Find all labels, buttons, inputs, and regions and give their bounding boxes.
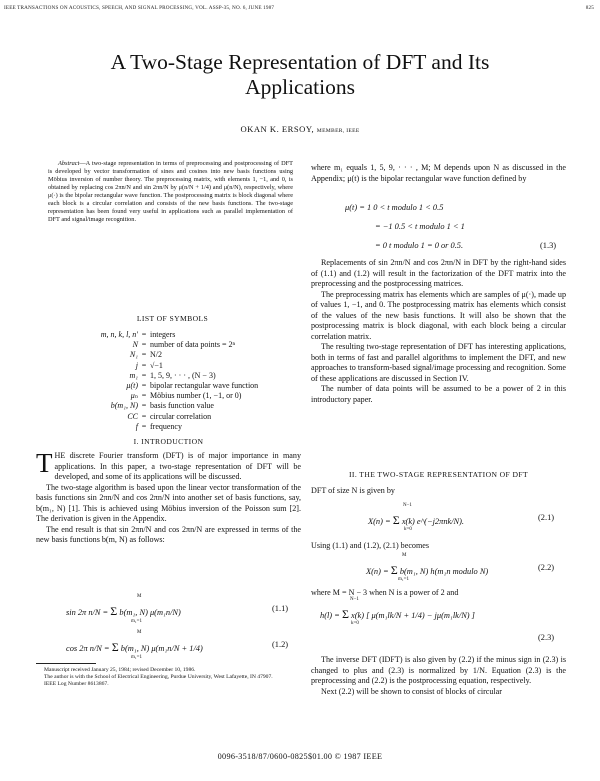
- equation-2-2: [366, 563, 488, 578]
- sum-symbol: Σ: [390, 563, 398, 577]
- equation-1-2: [66, 640, 203, 655]
- symbol-row: N₁ = N/2: [50, 350, 295, 360]
- sum-symbol: Σ: [392, 513, 400, 527]
- symbol-term: N: [132, 340, 138, 350]
- symbol-row: N = number of data points = 2ⁿ: [50, 340, 295, 350]
- right-column-tail: [311, 655, 566, 697]
- title-line-2: Applications: [245, 75, 355, 99]
- symbol-row: m, n, k, l, n' = integers: [50, 330, 295, 340]
- abstract-label: Abstract: [58, 160, 80, 167]
- right-paragraph-7: Using (1.1) and (1.2), (2.1) becomes: [311, 541, 430, 550]
- right-paragraph-1: where m₁ equals 1, 5, 9, · · · , M; M depends upon N as discussed in the Appendix; μ(t) is the bipolar rectangular wave function defined by: [311, 163, 566, 183]
- sum-lower-limit: m₁=1: [131, 619, 142, 624]
- footnote-rule: [36, 663, 96, 664]
- equation-2-3: [320, 607, 475, 622]
- symbol-definition: number of data points = 2ⁿ: [150, 340, 236, 350]
- right-paragraph-9: The inverse DFT (IDFT) is also given by (2.2) if the minus sign in (2.3) is changed to plus and (2.3) is normalized by 1/N. Equation (2.3) is the preprocessing and (2.2) is the postprocessing equation, respectively.: [311, 655, 566, 685]
- footnote-log-number: IEEE Log Number 8613867.: [44, 681, 109, 687]
- symbol-definition: circular correlation: [150, 411, 212, 421]
- equation-number: (2.2): [538, 563, 555, 572]
- footnote-affiliation: The author is with the School of Electrical Engineering, Purdue University, West Lafayette, IN 47907.: [44, 674, 273, 680]
- author-name: OKAN K. ERSOY,: [240, 124, 315, 134]
- intro-body: [36, 448, 301, 546]
- copyright-line: 0096-3518/87/0600-0825$01.00 © 1987 IEEE: [217, 752, 383, 761]
- equation-2-1: [368, 513, 464, 528]
- symbol-definition: bipolar rectangular wave function: [150, 380, 259, 390]
- right-column-text: [311, 258, 566, 405]
- section-2-heading: II. THE TWO-STAGE REPRESENTATION OF DFT: [348, 470, 529, 479]
- symbol-term: b(m₁, N): [110, 401, 138, 411]
- symbol-row: b(m₁, N) = basis function value: [50, 401, 295, 411]
- symbol-term: j: [135, 360, 138, 370]
- mu-definition-line-2: = −1 0.5 < t modulo 1 < 1: [375, 222, 465, 231]
- symbol-definition: 1, 5, 9, · · · , (N − 3): [150, 370, 216, 380]
- right-paragraph-8: where M = N − 3 when N is a power of 2 and: [311, 588, 459, 597]
- equation-lhs: X(n) =: [368, 517, 391, 526]
- page-number: 825: [585, 5, 594, 11]
- equation-number: (2.1): [538, 513, 555, 522]
- symbol-row: j = √−1: [50, 361, 295, 371]
- equation-number: (1.1): [272, 604, 289, 613]
- sum-upper-limit: N−1: [403, 503, 412, 508]
- equation-number: (1.2): [272, 640, 289, 649]
- symbol-definition: integers: [150, 330, 176, 339]
- sum-upper-limit: N−1: [350, 597, 359, 602]
- abstract-text: —A two-stage representation in terms of preprocessing and postprocessing of DFT is developed by vector transformation of sines and cosines into new basis functions using Möbius inversion of number theory. The preprocessing matrix, with elements 1, −1, and 0, is obtained by replacing cos 2πn/N and sin 2πn/N by μ(n/N + 1/4) and μ(n/N), respectively, where μ(·) is the bipolar rectangular wave function. The postprocessing matrix is block diagonal where each block is a circular correlation and consists of the new basis functions. The two-stage representation has been found very useful in applications such as parallel implementation of DFT and signal/image recognition.: [48, 160, 293, 223]
- equation-1-1: [66, 604, 181, 619]
- mu-definition-line-1: μ(t) = 1 0 < t modulo 1 < 0.5: [345, 203, 444, 212]
- equation-rhs: x(k) e^(−j2πnk/N).: [401, 517, 465, 526]
- symbol-term: μ(t): [126, 380, 138, 390]
- running-header: [4, 5, 596, 11]
- equation-lhs: X(n) =: [366, 567, 389, 576]
- right-paragraph-4: The resulting two-stage representation of DFT has interesting applications, both in terms of fast and parallel algorithms to implement the DFT, and new approaches to transform-based signal/image processing and recognition. Some of these applications are discussed in Section IV.: [311, 342, 566, 383]
- symbol-definition: Möbius number (1, −1, or 0): [150, 391, 242, 401]
- symbol-row: f = frequency: [50, 422, 295, 432]
- footnote-received: Manuscript received January 25, 1984; revised December 10, 1986.: [44, 667, 196, 673]
- symbol-definition: basis function value: [150, 401, 214, 411]
- symbols-list: [50, 330, 295, 432]
- right-paragraph-5: The number of data points will be assumed to be a power of 2 in this introductory paper.: [311, 384, 566, 404]
- sum-symbol: Σ: [111, 640, 119, 654]
- sum-lower-limit: m₁=1: [398, 577, 409, 582]
- symbol-term: N₁: [129, 350, 138, 360]
- right-paragraph-2: Replacements of sin 2πn/N and cos 2πn/N in DFT by the right-hand sides of (1.1) and (1.2) will result in the factorization of the DFT matrix into the preprocessing and the postprocessing matrices.: [311, 258, 566, 288]
- symbol-term: f: [135, 421, 138, 431]
- symbol-row: μₙ = Möbius number (1, −1, or 0): [50, 391, 295, 401]
- equation-rhs: b(m₁, N) μ(m₁n/N): [119, 608, 181, 617]
- mu-definition-line-3: = 0 t modulo 1 = 0 or 0.5.: [375, 241, 464, 250]
- equation-rhs: b(m₁, N) h(m₁n modulo N): [399, 567, 489, 576]
- sum-lower-limit: m₁=1: [131, 655, 142, 660]
- right-paragraph-6: DFT of size N is given by: [311, 486, 395, 495]
- symbol-definition: √−1: [150, 360, 163, 370]
- symbols-heading: LIST OF SYMBOLS: [136, 314, 209, 323]
- sum-symbol: Σ: [110, 604, 118, 618]
- author-membership: MEMBER, IEEE: [316, 128, 360, 134]
- symbol-term: μₙ: [130, 391, 138, 401]
- right-paragraph-3: The preprocessing matrix has elements which are samples of μ(·), made up of values 1, −1, and 0. The postprocessing matrix has elements which consist of the values of the new basis functions. It will also be shown that the postprocessing matrix is block diagonal, with each block being a circular correlation matrix.: [311, 289, 566, 341]
- abstract: [48, 160, 293, 224]
- footnote: [36, 667, 301, 688]
- symbol-row: CC = circular correlation: [50, 412, 295, 422]
- symbol-row: m₁ = 1, 5, 9, · · · , (N − 3): [50, 371, 295, 381]
- equation-rhs: x(k) [ μ(m₁lk/N + 1/4) − jμ(m₁lk/N) ]: [351, 611, 475, 620]
- symbol-row: μ(t) = bipolar rectangular wave function: [50, 381, 295, 391]
- equation-lhs: h(l) =: [320, 611, 340, 620]
- equation-rhs: b(m₁, N) μ(m₁n/N + 1/4): [120, 644, 203, 653]
- right-paragraph-10: Next (2.2) will be shown to consist of blocks of circular: [321, 686, 502, 696]
- sum-upper-limit: M: [137, 594, 142, 599]
- symbol-definition: N/2: [150, 350, 162, 360]
- title-line-1: A Two-Stage Representation of DFT and Its: [110, 50, 490, 74]
- equation-number: (2.3): [538, 633, 555, 642]
- paper-title: [0, 50, 600, 100]
- equation-lhs: cos 2π n/N =: [66, 644, 110, 653]
- sum-lower-limit: k=0: [404, 527, 412, 532]
- intro-paragraph-1: HE discrete Fourier transform (DFT) is of major importance in many applications. In this paper, a two-stage representation of DFT will be developed, and some of its applications will be discussed.: [54, 451, 301, 481]
- sum-lower-limit: k=0: [351, 621, 359, 626]
- intro-paragraph-3: The end result is that sin 2πn/N and cos 2πn/N are expressed in terms of the new basis functions b(m, N) as follows:: [36, 524, 301, 544]
- journal-line: IEEE TRANSACTIONS ON ACOUSTICS, SPEECH, AND SIGNAL PROCESSING, VOL. ASSP-35, NO. 6, JUNE 1987: [4, 5, 275, 11]
- symbol-definition: frequency: [150, 421, 182, 431]
- symbol-term: CC: [127, 411, 138, 421]
- symbol-term: m, n, k, l, n': [100, 330, 138, 339]
- sum-symbol: Σ: [341, 607, 349, 621]
- intro-heading: I. INTRODUCTION: [133, 437, 204, 446]
- sum-upper-limit: M: [137, 630, 142, 635]
- intro-paragraph-2: The two-stage algorithm is based upon the linear vector transformation of the basis functions sin 2πn/N and cos 2πn/N into another set of basis functions, say, b(m₁, N) [1]. This is achieved using Möbius inversion of the Poisson sum [2]. The derivation is given in the Appendix.: [36, 482, 301, 523]
- equation-lhs: sin 2π n/N =: [66, 608, 109, 617]
- equation-number: (1.3): [540, 241, 557, 250]
- sum-upper-limit: M: [402, 553, 407, 558]
- author-line: [0, 124, 600, 134]
- symbol-term: m₁: [129, 370, 138, 380]
- drop-cap: T: [36, 448, 53, 478]
